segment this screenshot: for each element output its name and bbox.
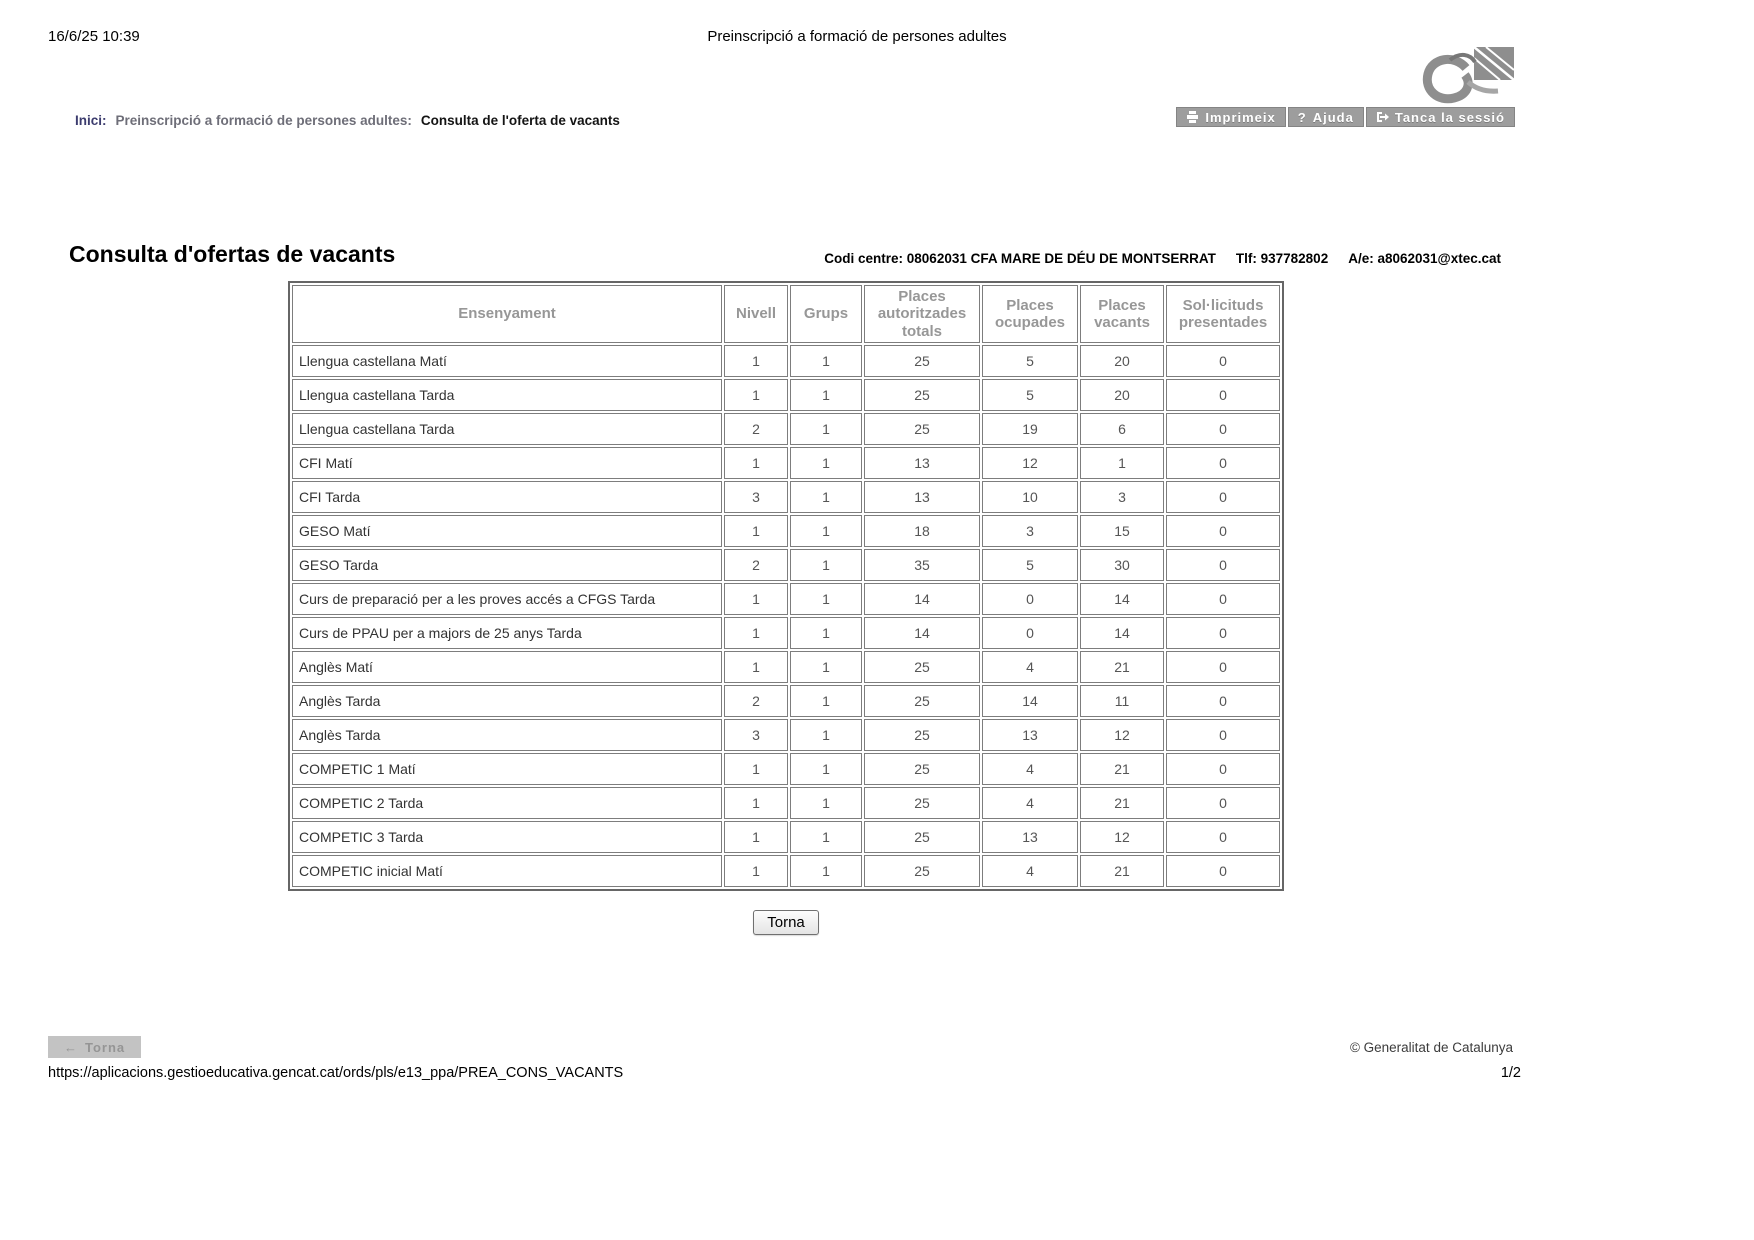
logout-button-label: Tanca la sessió — [1394, 109, 1505, 125]
footer-torna-label: Torna — [85, 1039, 126, 1055]
value-cell: 1 — [790, 685, 862, 717]
left-arrow-icon: ← — [64, 1039, 78, 1055]
codi-centre — [824, 251, 1216, 266]
telefon-value: 937782802 — [1260, 251, 1329, 266]
codi-centre-value: 08062031 CFA MARE DE DÉU DE MONTSERRAT — [906, 251, 1216, 266]
ensenyament-cell: CFI Tarda — [292, 481, 722, 513]
value-cell: 25 — [864, 345, 980, 377]
table-row — [292, 379, 1280, 411]
value-cell: 4 — [982, 753, 1078, 785]
question-icon: ? — [1297, 109, 1307, 125]
print-title: Preinscripció a formació de persones adultes — [707, 28, 1007, 45]
value-cell: 1 — [724, 447, 788, 479]
table-row — [292, 447, 1280, 479]
table-header-row — [292, 285, 1280, 343]
ensenyament-cell: Llengua castellana Tarda — [292, 413, 722, 445]
value-cell: 0 — [1166, 583, 1280, 615]
ensenyament-cell: Llengua castellana Tarda — [292, 379, 722, 411]
value-cell: 0 — [1166, 413, 1280, 445]
value-cell: 1 — [724, 515, 788, 547]
ensenyament-cell: Anglès Tarda — [292, 719, 722, 751]
codi-centre-label: Codi centre: — [824, 251, 904, 266]
value-cell: 14 — [864, 617, 980, 649]
value-cell: 30 — [1080, 549, 1164, 581]
centre-info — [824, 251, 1501, 266]
value-cell: 1 — [790, 617, 862, 649]
table-row — [292, 549, 1280, 581]
print-button-label: Imprimeix — [1205, 109, 1276, 125]
value-cell: 1 — [790, 821, 862, 853]
value-cell: 2 — [724, 549, 788, 581]
value-cell: 0 — [1166, 685, 1280, 717]
value-cell: 0 — [1166, 379, 1280, 411]
table-row — [292, 413, 1280, 445]
printer-icon — [1186, 111, 1199, 123]
value-cell: 14 — [864, 583, 980, 615]
value-cell: 0 — [1166, 787, 1280, 819]
value-cell: 1 — [790, 651, 862, 683]
value-cell: 13 — [864, 447, 980, 479]
value-cell: 21 — [1080, 787, 1164, 819]
value-cell: 1 — [790, 719, 862, 751]
value-cell: 3 — [724, 481, 788, 513]
value-cell: 1 — [724, 753, 788, 785]
table-row — [292, 345, 1280, 377]
email-value: a8062031@xtec.cat — [1377, 251, 1501, 266]
value-cell: 13 — [982, 719, 1078, 751]
ensenyament-cell: CFI Matí — [292, 447, 722, 479]
table-header-cell: Ensenyament — [292, 285, 722, 343]
email-label: A/e: — [1348, 251, 1374, 266]
value-cell: 25 — [864, 651, 980, 683]
value-cell: 2 — [724, 685, 788, 717]
value-cell: 1 — [790, 447, 862, 479]
value-cell: 19 — [982, 413, 1078, 445]
value-cell: 0 — [1166, 821, 1280, 853]
logout-icon — [1376, 111, 1389, 123]
value-cell: 4 — [982, 855, 1078, 887]
table-header-cell: Grups — [790, 285, 862, 343]
value-cell: 4 — [982, 787, 1078, 819]
value-cell: 2 — [724, 413, 788, 445]
value-cell: 12 — [1080, 719, 1164, 751]
ensenyament-cell: COMPETIC 3 Tarda — [292, 821, 722, 853]
value-cell: 4 — [982, 651, 1078, 683]
print-footer-url: https://aplicacions.gestioeducativa.gencat.cat/ords/pls/e13_ppa/PREA_CONS_VACANTS — [48, 1065, 624, 1081]
email — [1348, 251, 1501, 266]
value-cell: 1 — [724, 379, 788, 411]
value-cell: 0 — [1166, 515, 1280, 547]
table-body — [292, 345, 1280, 887]
table-row — [292, 821, 1280, 853]
value-cell: 0 — [982, 617, 1078, 649]
value-cell: 5 — [982, 345, 1078, 377]
value-cell: 18 — [864, 515, 980, 547]
ensenyament-cell: Anglès Tarda — [292, 685, 722, 717]
ensenyament-cell: Llengua castellana Matí — [292, 345, 722, 377]
value-cell: 1 — [790, 515, 862, 547]
value-cell: 35 — [864, 549, 980, 581]
value-cell: 1 — [790, 753, 862, 785]
value-cell: 5 — [982, 379, 1078, 411]
value-cell: 1 — [724, 345, 788, 377]
value-cell: 0 — [1166, 549, 1280, 581]
table-header-cell: Sol·licituds presentades — [1166, 285, 1280, 343]
torna-button-row — [288, 910, 1284, 935]
table-row — [292, 583, 1280, 615]
footer-torna-button[interactable] — [48, 1036, 141, 1058]
help-button[interactable] — [1288, 107, 1364, 127]
page-title: Consulta d'ofertas de vacants — [69, 241, 396, 267]
generalitat-logo — [1420, 46, 1516, 104]
value-cell: 25 — [864, 753, 980, 785]
value-cell: 0 — [982, 583, 1078, 615]
value-cell: 1 — [790, 379, 862, 411]
value-cell: 3 — [724, 719, 788, 751]
ensenyament-cell: Anglès Matí — [292, 651, 722, 683]
value-cell: 1 — [724, 787, 788, 819]
value-cell: 25 — [864, 787, 980, 819]
telefon-label: Tlf: — [1235, 251, 1257, 266]
table-row — [292, 855, 1280, 887]
breadcrumb-current: Consulta de l'oferta de vacants — [420, 113, 620, 128]
value-cell: 0 — [1166, 855, 1280, 887]
table-row — [292, 685, 1280, 717]
value-cell: 0 — [1166, 753, 1280, 785]
breadcrumb-inici[interactable]: Inici: — [75, 113, 107, 128]
value-cell: 25 — [864, 855, 980, 887]
value-cell: 0 — [1166, 345, 1280, 377]
value-cell: 15 — [1080, 515, 1164, 547]
telefon — [1236, 251, 1328, 266]
print-button[interactable] — [1176, 107, 1285, 127]
table-header-cell: Places vacants — [1080, 285, 1164, 343]
value-cell: 0 — [1166, 481, 1280, 513]
value-cell: 13 — [982, 821, 1078, 853]
table-header-cell: Places ocupades — [982, 285, 1078, 343]
value-cell: 25 — [864, 685, 980, 717]
value-cell: 11 — [1080, 685, 1164, 717]
value-cell: 3 — [982, 515, 1078, 547]
value-cell: 5 — [982, 549, 1078, 581]
value-cell: 1 — [724, 855, 788, 887]
value-cell: 0 — [1166, 719, 1280, 751]
value-cell: 14 — [1080, 583, 1164, 615]
value-cell: 1 — [790, 583, 862, 615]
value-cell: 0 — [1166, 447, 1280, 479]
ensenyament-cell: Curs de PPAU per a majors de 25 anys Tarda — [292, 617, 722, 649]
value-cell: 1 — [724, 821, 788, 853]
ensenyament-cell: Curs de preparació per a les proves accés a CFGS Tarda — [292, 583, 722, 615]
value-cell: 12 — [1080, 821, 1164, 853]
value-cell: 1 — [724, 651, 788, 683]
ensenyament-cell: COMPETIC 1 Matí — [292, 753, 722, 785]
value-cell: 25 — [864, 413, 980, 445]
value-cell: 20 — [1080, 345, 1164, 377]
toolbar — [1176, 107, 1515, 127]
logout-button[interactable] — [1366, 107, 1515, 127]
table-row — [292, 787, 1280, 819]
value-cell: 1 — [790, 549, 862, 581]
table-header-cell: Nivell — [724, 285, 788, 343]
value-cell: 1 — [724, 583, 788, 615]
breadcrumb-section[interactable]: Preinscripció a formació de persones adultes: — [115, 113, 412, 128]
value-cell: 1 — [724, 617, 788, 649]
value-cell: 0 — [1166, 651, 1280, 683]
value-cell: 21 — [1080, 651, 1164, 683]
ensenyament-cell: COMPETIC inicial Matí — [292, 855, 722, 887]
vacants-table — [288, 281, 1284, 891]
value-cell: 1 — [790, 345, 862, 377]
print-datetime: 16/6/25 10:39 — [48, 28, 140, 45]
value-cell: 21 — [1080, 855, 1164, 887]
value-cell: 1 — [790, 855, 862, 887]
print-footer-page: 1/2 — [1500, 1065, 1521, 1081]
value-cell: 25 — [864, 821, 980, 853]
ensenyament-cell: COMPETIC 2 Tarda — [292, 787, 722, 819]
table-row — [292, 719, 1280, 751]
value-cell: 14 — [1080, 617, 1164, 649]
value-cell: 13 — [864, 481, 980, 513]
value-cell: 10 — [982, 481, 1078, 513]
ensenyament-cell: GESO Matí — [292, 515, 722, 547]
value-cell: 0 — [1166, 617, 1280, 649]
value-cell: 12 — [982, 447, 1078, 479]
value-cell: 14 — [982, 685, 1078, 717]
ensenyament-cell: GESO Tarda — [292, 549, 722, 581]
value-cell: 1 — [1080, 447, 1164, 479]
breadcrumb — [75, 113, 620, 128]
value-cell: 21 — [1080, 753, 1164, 785]
table-row — [292, 515, 1280, 547]
value-cell: 25 — [864, 379, 980, 411]
help-button-label: Ajuda — [1312, 109, 1354, 125]
value-cell: 25 — [864, 719, 980, 751]
value-cell: 3 — [1080, 481, 1164, 513]
value-cell: 6 — [1080, 413, 1164, 445]
value-cell: 20 — [1080, 379, 1164, 411]
table-row — [292, 753, 1280, 785]
value-cell: 1 — [790, 787, 862, 819]
table-row — [292, 617, 1280, 649]
copyright: © Generalitat de Catalunya — [1349, 1040, 1513, 1055]
table-row — [292, 481, 1280, 513]
table-row — [292, 651, 1280, 683]
table-header-cell: Places autoritzades totals — [864, 285, 980, 343]
value-cell: 1 — [790, 413, 862, 445]
torna-button[interactable]: Torna — [753, 910, 819, 935]
value-cell: 1 — [790, 481, 862, 513]
